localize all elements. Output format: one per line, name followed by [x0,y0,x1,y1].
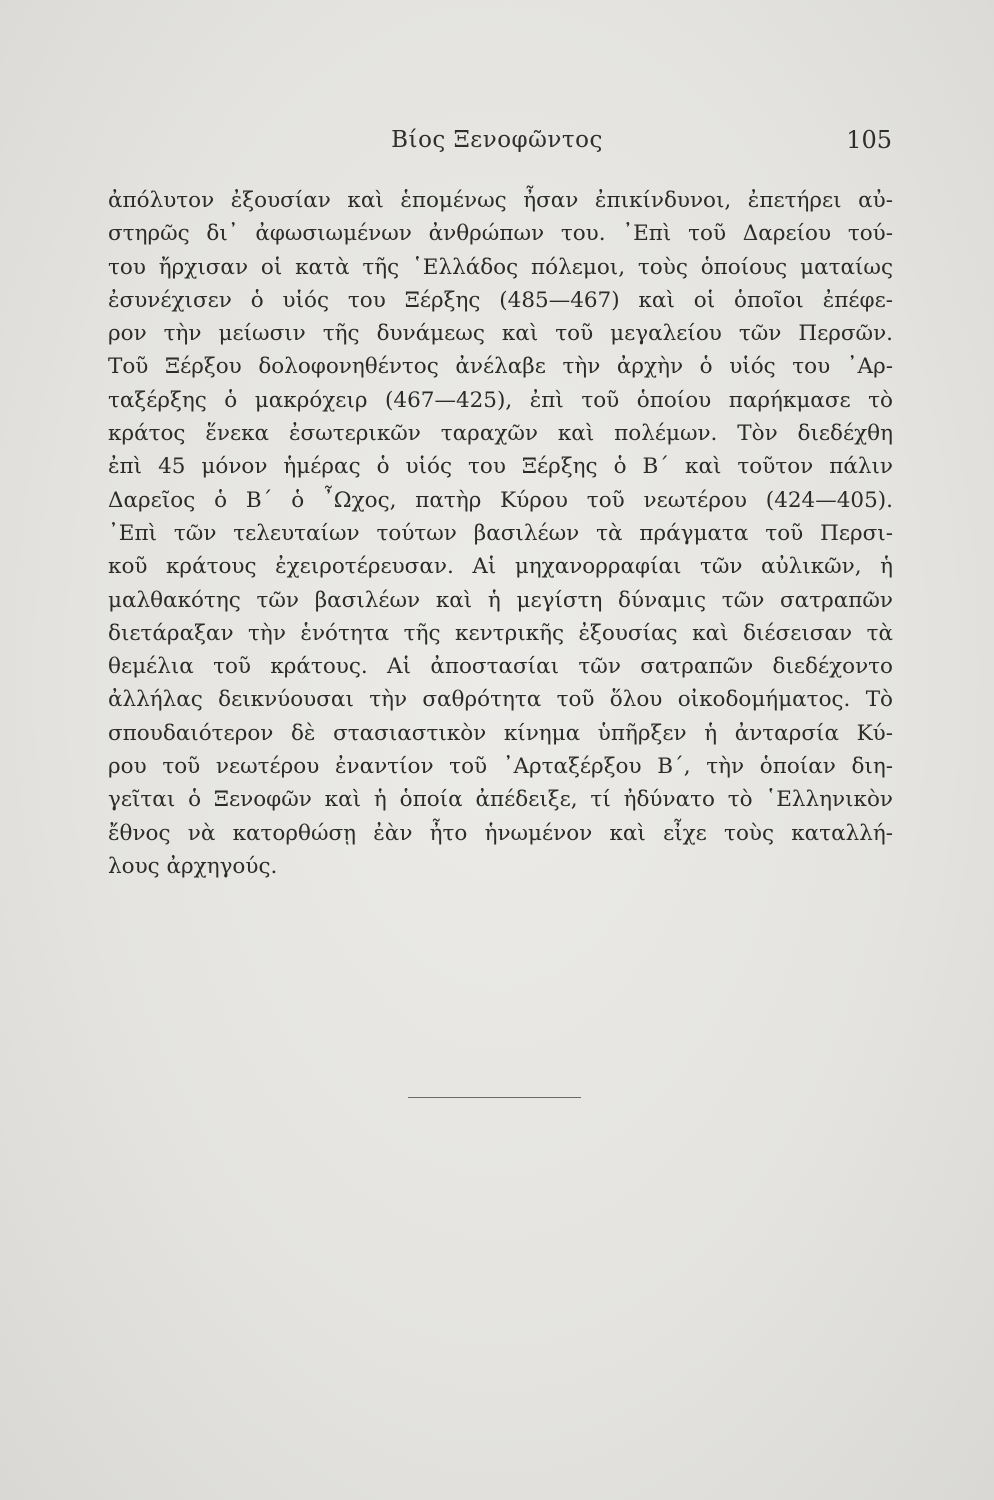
text-line: Τοῦ Ξέρξου δολοφονηθέντος ἀνέλαβε τὴν ἀρχὴν ὁ υἱός του ᾽Αρ- [108,354,893,380]
text-line: σπουδαιότερον δὲ στασιαστικὸν κίνημα ὑπῆρξεν ἡ ἀνταρσία Κύ- [108,720,893,746]
text-line: κοῦ κράτους ἐχειροτέρευσαν. Αἱ μηχανορραφίαι τῶν αὐλικῶν, ἡ [108,554,893,580]
text-line: θεμέλια τοῦ κράτους. Αἱ ἀποστασίαι τῶν σατραπῶν διεδέχοντο [108,654,893,680]
text-line: διετάραξαν τὴν ἑνότητα τῆς κεντρικῆς ἐξουσίας καὶ διέσεισαν τὰ [108,620,893,646]
text-line: ἐσυνέχισεν ὁ υἱός του Ξέρξης (485—467) καὶ οἱ ὁποῖοι ἐπέφε- [108,287,893,313]
text-line: ἀλλήλας δεικνύουσαι τὴν σαθρότητα τοῦ ὅλου οἰκοδομήματος. Τὸ [108,687,893,713]
text-line: ἔθνος νὰ κατορθώσῃ ἐὰν ἦτο ἡνωμένον καὶ εἶχε τοὺς καταλλή- [108,820,893,846]
running-title: Βίος Ξενοφῶντος [391,127,603,153]
text-line: μαλθακότης τῶν βασιλέων καὶ ἡ μεγίστη δύναμις τῶν σατραπῶν [108,587,893,613]
page-number: 105 [846,126,892,154]
text-line: ἐπὶ 45 μόνον ἡμέρας ὁ υἱός του Ξέρξης ὁ Β΄ καὶ τοῦτον πάλιν [108,454,893,480]
text-line: του ἤρχισαν οἱ κατὰ τῆς ῾Ελλάδος πόλεμοι, τοὺς ὁποίους ματαίως [108,254,893,280]
text-line: ἀπόλυτον ἐξουσίαν καὶ ἑπομένως ἦσαν ἐπικίνδυνοι, ἐπετήρει αὐ- [108,188,893,213]
text-line: στηρῶς δι᾽ ἀφωσιωμένων ἀνθρώπων του. ᾽Επὶ τοῦ Δαρείου τού- [108,221,893,247]
text-line: γεῖται ὁ Ξενοφῶν καὶ ἡ ὁποία ἀπέδειξε, τί ἠδύνατο τὸ ῾Ελληνικὸν [108,787,893,813]
body-text [108,184,893,883]
text-line: Δαρεῖος ὁ Β΄ ὁ ῏Ωχος, πατὴρ Κύρου τοῦ νεωτέρου (424—405). [108,487,893,513]
text-line: ρον τὴν μείωσιν τῆς δυνάμεως καὶ τοῦ μεγαλείου τῶν Περσῶν. [108,321,893,347]
section-end-rule [408,1097,581,1098]
text-line: κράτος ἕνεκα ἐσωτερικῶν ταραχῶν καὶ πολέμων. Τὸν διεδέχθη [108,421,893,447]
text-line: ταξέρξης ὁ μακρόχειρ (467—425), ἐπὶ τοῦ ὁποίου παρήκμασε τὸ [108,387,893,413]
text-line: ρου τοῦ νεωτέρου ἐναντίον τοῦ ᾽Αρταξέρξου Β΄, τὴν ὁποίαν διη- [108,754,893,780]
text-line-last: λους ἀρχηγούς. [108,853,278,879]
text-line: ᾽Επὶ τῶν τελευταίων τούτων βασιλέων τὰ πράγματα τοῦ Περσι- [108,520,893,546]
